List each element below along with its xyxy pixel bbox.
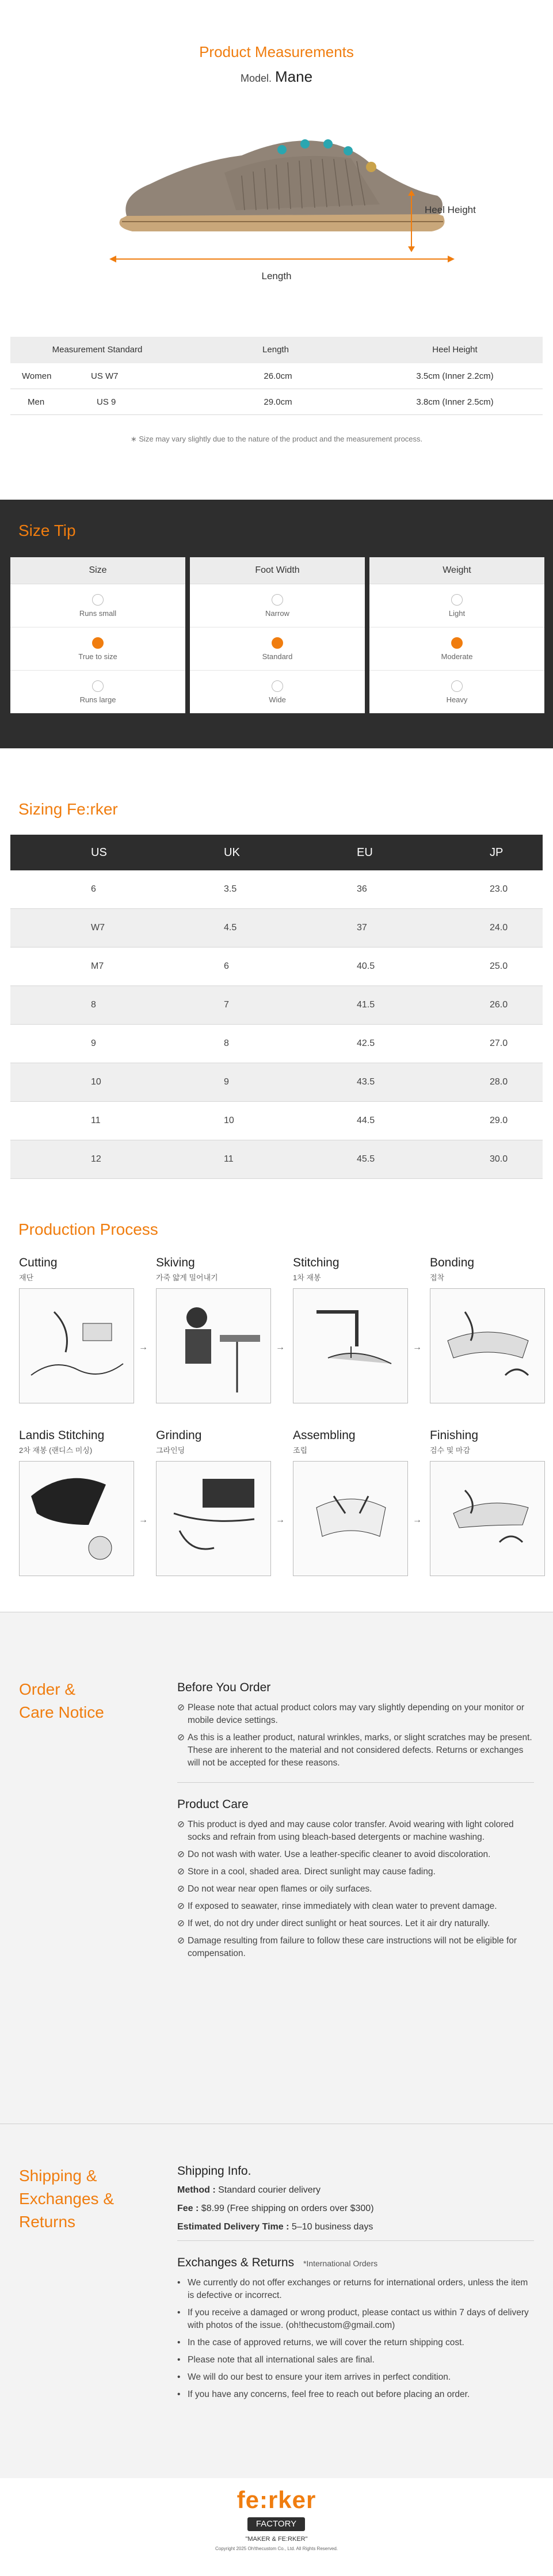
- tip-option[interactable]: [369, 671, 544, 713]
- bullet-icon: •: [177, 2389, 181, 2399]
- sizing-cell: 42.5: [357, 1038, 375, 1048]
- step-name: Stitching: [293, 1256, 340, 1269]
- care-content: [177, 1681, 534, 1965]
- shipping-method: Method : Standard courier delivery: [177, 2185, 321, 2195]
- arrow-icon: →: [413, 1342, 422, 1352]
- care-title-line: Order &: [19, 1680, 76, 1698]
- row-size: US W7: [91, 371, 119, 381]
- size-tip-section: [0, 500, 553, 748]
- sizing-cell: 6: [91, 884, 96, 894]
- row-group: Women: [22, 371, 52, 381]
- stud-3: [323, 139, 333, 149]
- process-step: [430, 1429, 545, 1601]
- production-section: [0, 1186, 553, 1600]
- process-step: [430, 1256, 545, 1429]
- sizing-row: [10, 909, 543, 948]
- process-step: [293, 1256, 422, 1429]
- cutting-illustration: [19, 1288, 134, 1403]
- model-prefix: Model.: [240, 73, 272, 84]
- notice-marker-icon: ⊘: [177, 1901, 185, 1911]
- radio-icon[interactable]: [451, 680, 463, 692]
- radio-icon[interactable]: [272, 594, 283, 606]
- tip-option-label: Runs large: [79, 695, 116, 704]
- sizing-cell: W7: [91, 923, 105, 933]
- arrow-icon: →: [413, 1515, 422, 1525]
- sizing-header-cell: UK: [224, 846, 240, 859]
- process-grid: [19, 1256, 553, 1601]
- process-row: [19, 1256, 553, 1429]
- sizing-cell: 44.5: [357, 1116, 375, 1125]
- sizing-row: [10, 870, 543, 909]
- tip-option-label: Light: [448, 608, 466, 618]
- returns-item: • If you have any concerns, feel free to reach out before placing an order.: [177, 2388, 534, 2401]
- measurement-row: [10, 363, 543, 389]
- step-name: Cutting: [19, 1256, 58, 1269]
- sizing-cell: 25.0: [490, 961, 508, 971]
- radio-icon[interactable]: [272, 680, 283, 692]
- notice-marker-icon: ⊘: [177, 1919, 185, 1928]
- arrow-icon: →: [139, 1515, 148, 1525]
- size-tip-columns: [10, 557, 544, 713]
- notice-marker-icon: ⊘: [177, 1850, 185, 1859]
- sizing-row: [10, 1025, 543, 1063]
- sizing-cell: 3.5: [224, 884, 237, 894]
- bonding-illustration: [430, 1288, 545, 1403]
- heel-arrow: [403, 190, 420, 253]
- arrow-icon: →: [139, 1342, 148, 1352]
- step-korean: 검수 및 마감: [430, 1446, 471, 1455]
- radio-icon[interactable]: [451, 594, 463, 606]
- process-step: [293, 1429, 422, 1601]
- step-name: Assembling: [293, 1429, 356, 1442]
- arrow-icon: →: [276, 1515, 285, 1525]
- finishing-illustration: [430, 1461, 545, 1576]
- tip-col-weight: [369, 557, 544, 713]
- sizing-cell: 28.0: [490, 1077, 508, 1087]
- care-item: ⊘ If exposed to seawater, rinse immediately with clean water to prevent damage.: [177, 1900, 534, 1913]
- row-group: Men: [28, 397, 45, 407]
- notice-marker-icon: ⊘: [177, 1820, 185, 1829]
- measurement-row: [10, 389, 543, 414]
- factory-badge: FACTORY: [247, 2517, 305, 2531]
- sizing-cell: 7: [224, 1000, 229, 1010]
- tip-option[interactable]: [10, 584, 185, 627]
- skiving-illustration: [156, 1288, 271, 1403]
- radio-icon[interactable]: [92, 680, 104, 692]
- tip-header: Weight: [369, 557, 544, 584]
- tip-col-width: [190, 557, 365, 713]
- sizing-cell: 10: [224, 1116, 234, 1125]
- step-korean: 재단: [19, 1273, 34, 1282]
- sizing-row: [10, 948, 543, 986]
- care-title: [19, 1678, 104, 1724]
- production-title: Production Process: [18, 1220, 158, 1238]
- length-label: Length: [261, 271, 292, 281]
- sizing-cell: 8: [91, 1000, 96, 1010]
- divider: [177, 2240, 534, 2241]
- stitching-illustration: [293, 1288, 408, 1403]
- step-name: Finishing: [430, 1429, 479, 1442]
- shipping-content: [177, 2164, 534, 2406]
- sizing-table: [10, 835, 543, 1179]
- sizing-cell: 30.0: [490, 1154, 508, 1164]
- sizing-header-cell: US: [91, 846, 107, 859]
- notice-marker-icon: ⊘: [177, 1703, 185, 1713]
- sizing-cell: 45.5: [357, 1154, 375, 1164]
- care-item: ⊘ Do not wear near open flames or oily surfaces.: [177, 1883, 534, 1896]
- row-heel: 3.5cm (Inner 2.2cm): [416, 371, 494, 381]
- sizing-cell: 6: [224, 961, 229, 971]
- tip-option[interactable]: [369, 584, 544, 627]
- sizing-row: [10, 1140, 543, 1179]
- sizing-cell: 37: [357, 923, 367, 933]
- arrow-icon: →: [276, 1342, 285, 1352]
- heel-height-label: Heel Height: [425, 204, 476, 215]
- returns-item: • In the case of approved returns, we will cover the return shipping cost.: [177, 2337, 534, 2349]
- shipping-title: [19, 2164, 114, 2233]
- step-korean: 가죽 얇게 밀어내기: [156, 1273, 218, 1282]
- sizing-cell: 24.0: [490, 923, 508, 933]
- returns-item: • Please note that all international sales are final.: [177, 2354, 534, 2366]
- sizing-cell: 29.0: [490, 1116, 508, 1125]
- tip-header: Foot Width: [190, 557, 365, 584]
- care-item: ⊘ Store in a cool, shaded area. Direct sunlight may cause fading.: [177, 1866, 534, 1878]
- care-item: ⊘ Damage resulting from failure to follow these care instructions will not be eligible for compensation.: [177, 1936, 517, 1958]
- shipping-title-line: Returns: [19, 2213, 76, 2231]
- step-korean: 조립: [293, 1446, 308, 1455]
- shipping-title-line: Exchanges &: [19, 2190, 114, 2208]
- radio-selected-icon[interactable]: [272, 637, 283, 649]
- row-heel: 3.8cm (Inner 2.5cm): [416, 397, 494, 407]
- sizing-cell: 23.0: [490, 884, 508, 894]
- bullet-icon: •: [177, 2372, 181, 2382]
- sizing-cell: 8: [224, 1038, 229, 1048]
- shipping-fee: Fee : $8.99 (Free shipping on orders over $300): [177, 2204, 374, 2213]
- notice-marker-icon: ⊘: [177, 1867, 185, 1877]
- sizing-cell: 43.5: [357, 1077, 375, 1087]
- product-care-heading: Product Care: [177, 1798, 249, 1811]
- tip-option[interactable]: [10, 671, 185, 713]
- notice-marker-icon: ⊘: [177, 1936, 185, 1946]
- length-arrow: [109, 253, 455, 265]
- tip-option-label: Narrow: [265, 608, 289, 618]
- tip-option-label: Runs small: [79, 608, 117, 618]
- tip-option[interactable]: [190, 671, 365, 713]
- process-step: [156, 1256, 285, 1429]
- delivery-time: Estimated Delivery Time : 5–10 business days: [177, 2222, 373, 2232]
- sizing-title: Sizing Fe:rker: [18, 800, 118, 818]
- step-korean: 접착: [430, 1273, 445, 1282]
- sizing-cell: 36: [357, 884, 367, 894]
- radio-icon[interactable]: [92, 594, 104, 606]
- process-step: [19, 1429, 148, 1601]
- care-item: ⊘ This product is dyed and may cause color transfer. Avoid wearing with light colored socks and refrain from using bleach-based detergents or machine washing.: [177, 1820, 514, 1842]
- sizing-header-row: [10, 835, 543, 870]
- returns-heading: Exchanges & Returns *International Orders: [177, 2256, 378, 2269]
- bullet-icon: •: [177, 2308, 181, 2318]
- radio-selected-icon[interactable]: [451, 637, 463, 649]
- model-name: Mane: [274, 68, 313, 85]
- measurement-note: ∗ Size may vary slightly due to the nature of the product and the measurement process.: [130, 435, 423, 443]
- care-title-line: Care Notice: [19, 1703, 104, 1721]
- tip-option-label: True to size: [78, 652, 117, 661]
- stud-2: [300, 139, 310, 149]
- brand-tagline: "MAKER & FE:RKER": [245, 2536, 308, 2543]
- stud-1: [277, 145, 287, 154]
- step-name: Skiving: [156, 1256, 195, 1269]
- header-length: Length: [189, 337, 363, 363]
- measurements-title: Product Measurements: [199, 43, 354, 60]
- care-item: ⊘ Do not wash with water. Use a leather-specific cleaner to avoid discoloration.: [177, 1848, 534, 1861]
- step-korean: 2차 재봉 (랜디스 미싱): [19, 1446, 93, 1455]
- sizing-cell: 40.5: [357, 961, 375, 971]
- process-row: [19, 1429, 553, 1601]
- tip-option-label: Wide: [269, 695, 286, 704]
- footer: [0, 2478, 553, 2576]
- sizing-cell: 9: [91, 1038, 96, 1048]
- row-length: 29.0cm: [264, 397, 292, 407]
- step-korean: 1차 재봉: [293, 1273, 321, 1282]
- returns-item: • We will do our best to ensure your item arrives in perfect condition.: [177, 2371, 534, 2384]
- bullet-icon: •: [177, 2338, 181, 2347]
- stud-4: [344, 146, 353, 155]
- tip-header: Size: [10, 557, 185, 584]
- sizing-cell: M7: [91, 961, 104, 971]
- returns-item: • If you receive a damaged or wrong product, please contact us within 7 days of delivery with photos of the issue. (oh!thecustom@gmail.com): [177, 2308, 529, 2330]
- step-name: Grinding: [156, 1429, 202, 1442]
- sizing-row: [10, 1063, 543, 1102]
- care-item: ⊘ If wet, do not dry under direct sunlight or heat sources. Let it air dry naturally.: [177, 1917, 534, 1930]
- grinding-illustration: [156, 1461, 271, 1576]
- tip-col-size: [10, 557, 185, 713]
- before-order-heading: Before You Order: [177, 1681, 271, 1694]
- tip-option[interactable]: [10, 627, 185, 671]
- sizing-row: [10, 1102, 543, 1140]
- sizing-cell: 41.5: [357, 1000, 375, 1010]
- radio-selected-icon[interactable]: [92, 637, 104, 649]
- measurements-table: [10, 337, 543, 415]
- process-step: [156, 1429, 285, 1601]
- brand-logo: fe:rker: [237, 2486, 316, 2513]
- tip-option[interactable]: [190, 627, 365, 671]
- sizing-cell: 11: [91, 1116, 101, 1125]
- sizing-cell: 9: [224, 1077, 229, 1087]
- copyright: Copyright 2025 Oh!thecustom Co., Ltd. All Rights Reserved.: [215, 2546, 338, 2551]
- header-heel: Heel Height: [367, 337, 543, 363]
- tip-option[interactable]: [190, 584, 365, 627]
- sizing-row: [10, 986, 543, 1025]
- sizing-cell: 12: [91, 1154, 101, 1164]
- sizing-cell: 4.5: [224, 923, 237, 933]
- notice-item: ⊘ Please note that actual product colors may vary slightly depending on your monitor or mobile device settings.: [177, 1703, 525, 1725]
- step-name: Bonding: [430, 1256, 475, 1269]
- shipping-section: [0, 2124, 553, 2478]
- buckle-stud: [366, 162, 376, 172]
- sizing-header-cell: EU: [357, 846, 373, 859]
- tip-option-label: Heavy: [446, 695, 468, 704]
- notice-marker-icon: ⊘: [177, 1733, 185, 1742]
- process-step: [19, 1256, 148, 1429]
- size-tip-title: Size Tip: [18, 522, 76, 539]
- tip-option[interactable]: [369, 627, 544, 671]
- row-size: US 9: [97, 397, 116, 407]
- order-care-section: [0, 1612, 553, 2124]
- notice-marker-icon: ⊘: [177, 1884, 185, 1894]
- model-line: [0, 68, 553, 86]
- sizing-cell: 26.0: [490, 1000, 508, 1010]
- tip-option-label: Moderate: [441, 652, 473, 661]
- bullet-icon: •: [177, 2355, 181, 2365]
- assembling-illustration: [293, 1461, 408, 1576]
- returns-item: • We currently do not offer exchanges or returns for international orders, unless the item is defective or incorrect.: [177, 2278, 528, 2300]
- notice-item: ⊘ As this is a leather product, natural wrinkles, marks, or slight scratches may be present. These are inherent to the material and not considered defects. Returns or exchanges will not be accepted for these reasons.: [177, 1733, 532, 1768]
- shipping-title-line: Shipping &: [19, 2167, 97, 2185]
- sizing-cell: 10: [91, 1077, 101, 1087]
- sizing-section: [0, 748, 553, 1186]
- measurements-section: [0, 0, 553, 455]
- shipping-info-heading: Shipping Info.: [177, 2164, 251, 2178]
- step-name: Landis Stitching: [19, 1429, 105, 1442]
- sizing-cell: 11: [224, 1154, 234, 1164]
- row-divider: [10, 414, 543, 415]
- header-standard: Measurement Standard: [10, 337, 184, 363]
- step-korean: 그라인딩: [156, 1446, 185, 1455]
- bullet-icon: •: [177, 2278, 181, 2288]
- measurements-header-row: [10, 337, 543, 363]
- divider: [177, 1782, 534, 1783]
- tip-option-label: Standard: [262, 652, 293, 661]
- landis-stitching-illustration: [19, 1461, 134, 1576]
- sizing-cell: 27.0: [490, 1038, 508, 1048]
- sizing-header-cell: JP: [490, 846, 504, 859]
- row-length: 26.0cm: [264, 371, 292, 381]
